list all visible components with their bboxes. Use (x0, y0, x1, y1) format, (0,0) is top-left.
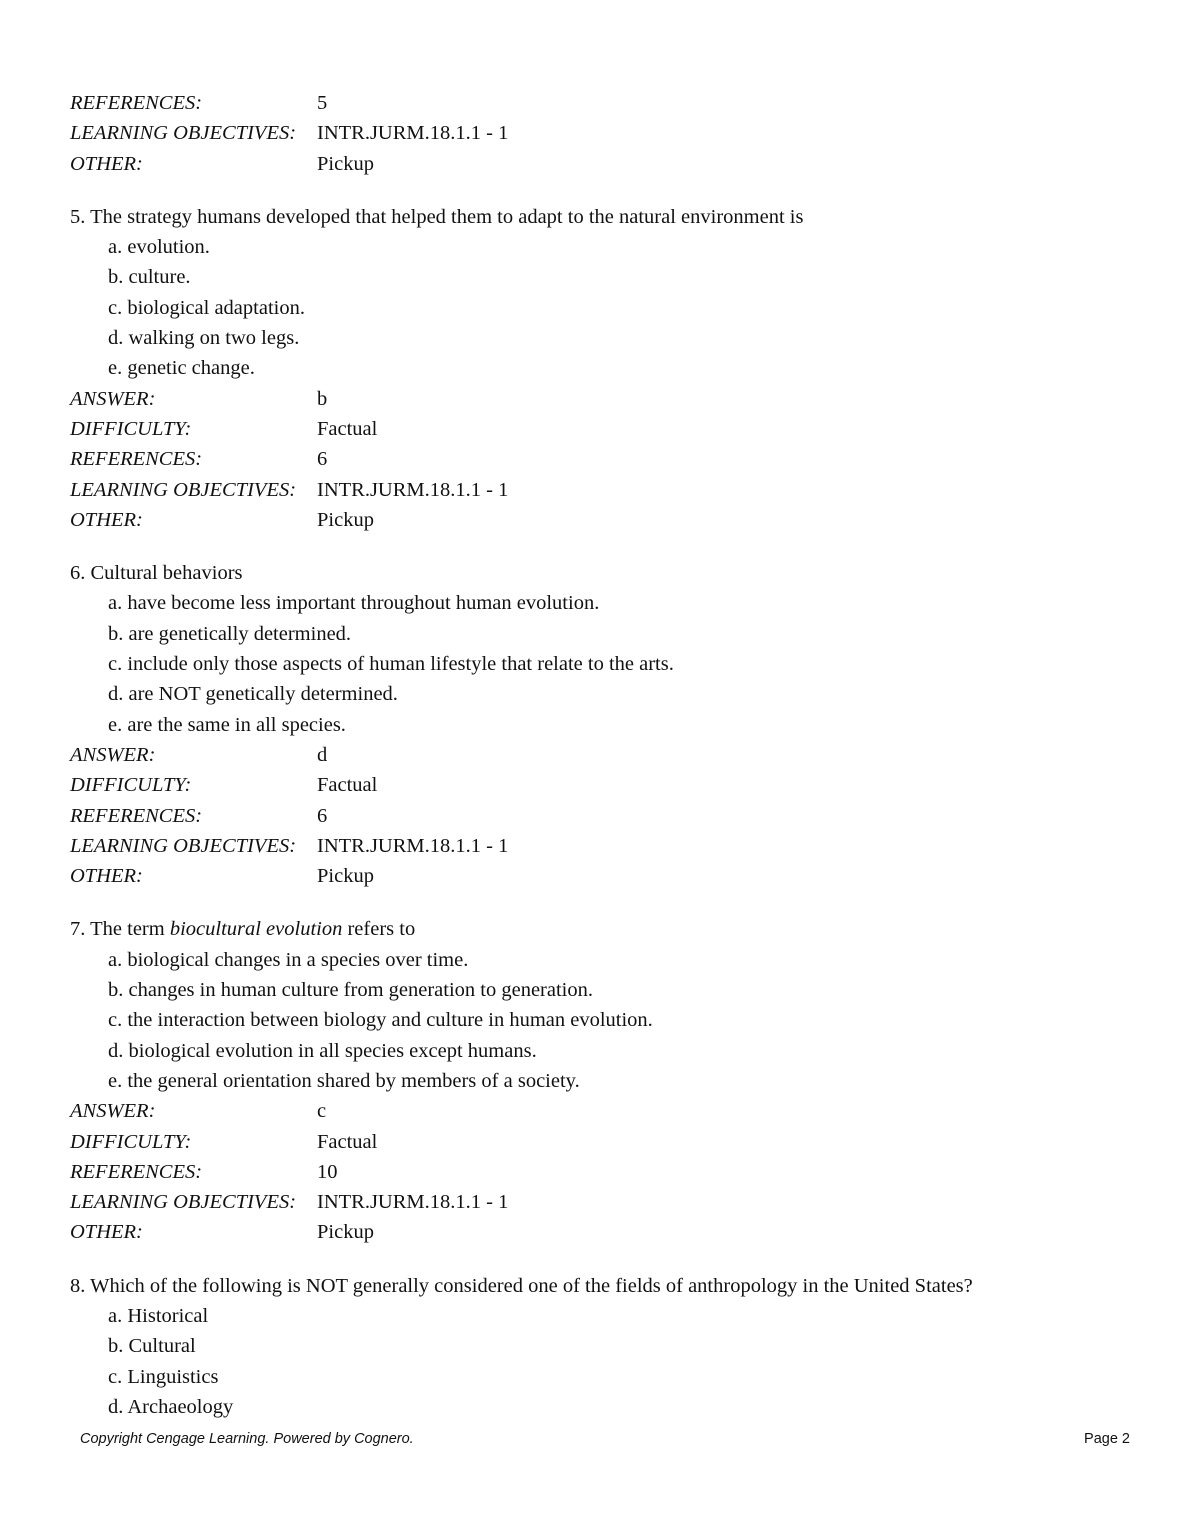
meta-difficulty: DIFFICULTY: Factual (70, 1130, 378, 1153)
meta-learning-objectives: LEARNING OBJECTIVES: INTR.JURM.18.1.1 - 1 (70, 834, 509, 857)
meta-learning-objectives: LEARNING OBJECTIVES: INTR.JURM.18.1.1 - 1 (70, 478, 509, 501)
meta-difficulty: DIFFICULTY: Factual (70, 417, 378, 440)
meta-learning-objectives: LEARNING OBJECTIVES: INTR.JURM.18.1.1 - 1 (70, 122, 509, 145)
question-7 (70, 914, 1130, 1247)
question-5 (70, 202, 1130, 535)
question-8 (70, 1271, 1130, 1422)
meta-references: REFERENCES: 5 (70, 92, 328, 114)
option-e: e. the general orientation shared by members of a society. (108, 1069, 580, 1092)
option-e: e. genetic change. (108, 357, 255, 380)
option-a: a. biological changes in a species over time. (108, 948, 469, 971)
question-stem: 5. The strategy humans developed that helped them to adapt to the natural environment is (70, 205, 804, 228)
meta-answer: ANSWER: d (70, 743, 328, 766)
option-b: b. are genetically determined. (108, 622, 352, 645)
copyright-notice: Copyright Cengage Learning. Powered by Cognero. (80, 1431, 414, 1447)
meta-difficulty: DIFFICULTY: Factual (70, 774, 378, 797)
meta-references: REFERENCES: 6 (70, 804, 328, 827)
option-a: a. evolution. (108, 236, 210, 259)
question-6 (70, 558, 1130, 891)
test-bank-page (70, 88, 1130, 1422)
option-c: c. the interaction between biology and culture in human evolution. (108, 1009, 653, 1032)
option-c: c. Linguistics (108, 1365, 219, 1388)
option-a: a. have become less important throughout human evolution. (108, 592, 600, 615)
page-footer (80, 1431, 1130, 1447)
option-e: e. are the same in all species. (108, 713, 346, 736)
meta-learning-objectives: LEARNING OBJECTIVES: INTR.JURM.18.1.1 - 1 (70, 1191, 509, 1214)
option-d: d. biological evolution in all species except humans. (108, 1039, 537, 1062)
meta-answer: ANSWER: b (70, 387, 328, 410)
prev-question-meta (70, 88, 1130, 179)
meta-references: REFERENCES: 6 (70, 448, 328, 471)
option-c: c. biological adaptation. (108, 296, 305, 319)
option-d: d. walking on two legs. (108, 327, 300, 350)
page-number: Page 2 (1084, 1431, 1130, 1447)
option-d: d. are NOT genetically determined. (108, 683, 398, 706)
option-c: c. include only those aspects of human lifestyle that relate to the arts. (108, 653, 674, 676)
option-b: b. changes in human culture from generation to generation. (108, 979, 594, 1002)
emphasized-term: biocultural evolution (169, 918, 343, 941)
meta-other: OTHER: Pickup (70, 152, 374, 175)
option-d: d. Archaeology (108, 1395, 234, 1418)
question-stem: 6. Cultural behaviors (70, 562, 243, 585)
option-a: a. Historical (108, 1304, 209, 1327)
question-stem: 8. Which of the following is NOT generally considered one of the fields of anthropology in the United States? (70, 1274, 973, 1297)
meta-references: REFERENCES: 10 (70, 1160, 338, 1183)
question-stem: 7. The term biocultural evolution refers to (70, 918, 416, 941)
meta-answer: ANSWER: c (70, 1100, 327, 1123)
meta-other: OTHER: Pickup (70, 1221, 374, 1244)
option-b: b. culture. (108, 266, 191, 289)
meta-other: OTHER: Pickup (70, 508, 374, 531)
option-b: b. Cultural (108, 1335, 196, 1358)
meta-other: OTHER: Pickup (70, 865, 374, 888)
